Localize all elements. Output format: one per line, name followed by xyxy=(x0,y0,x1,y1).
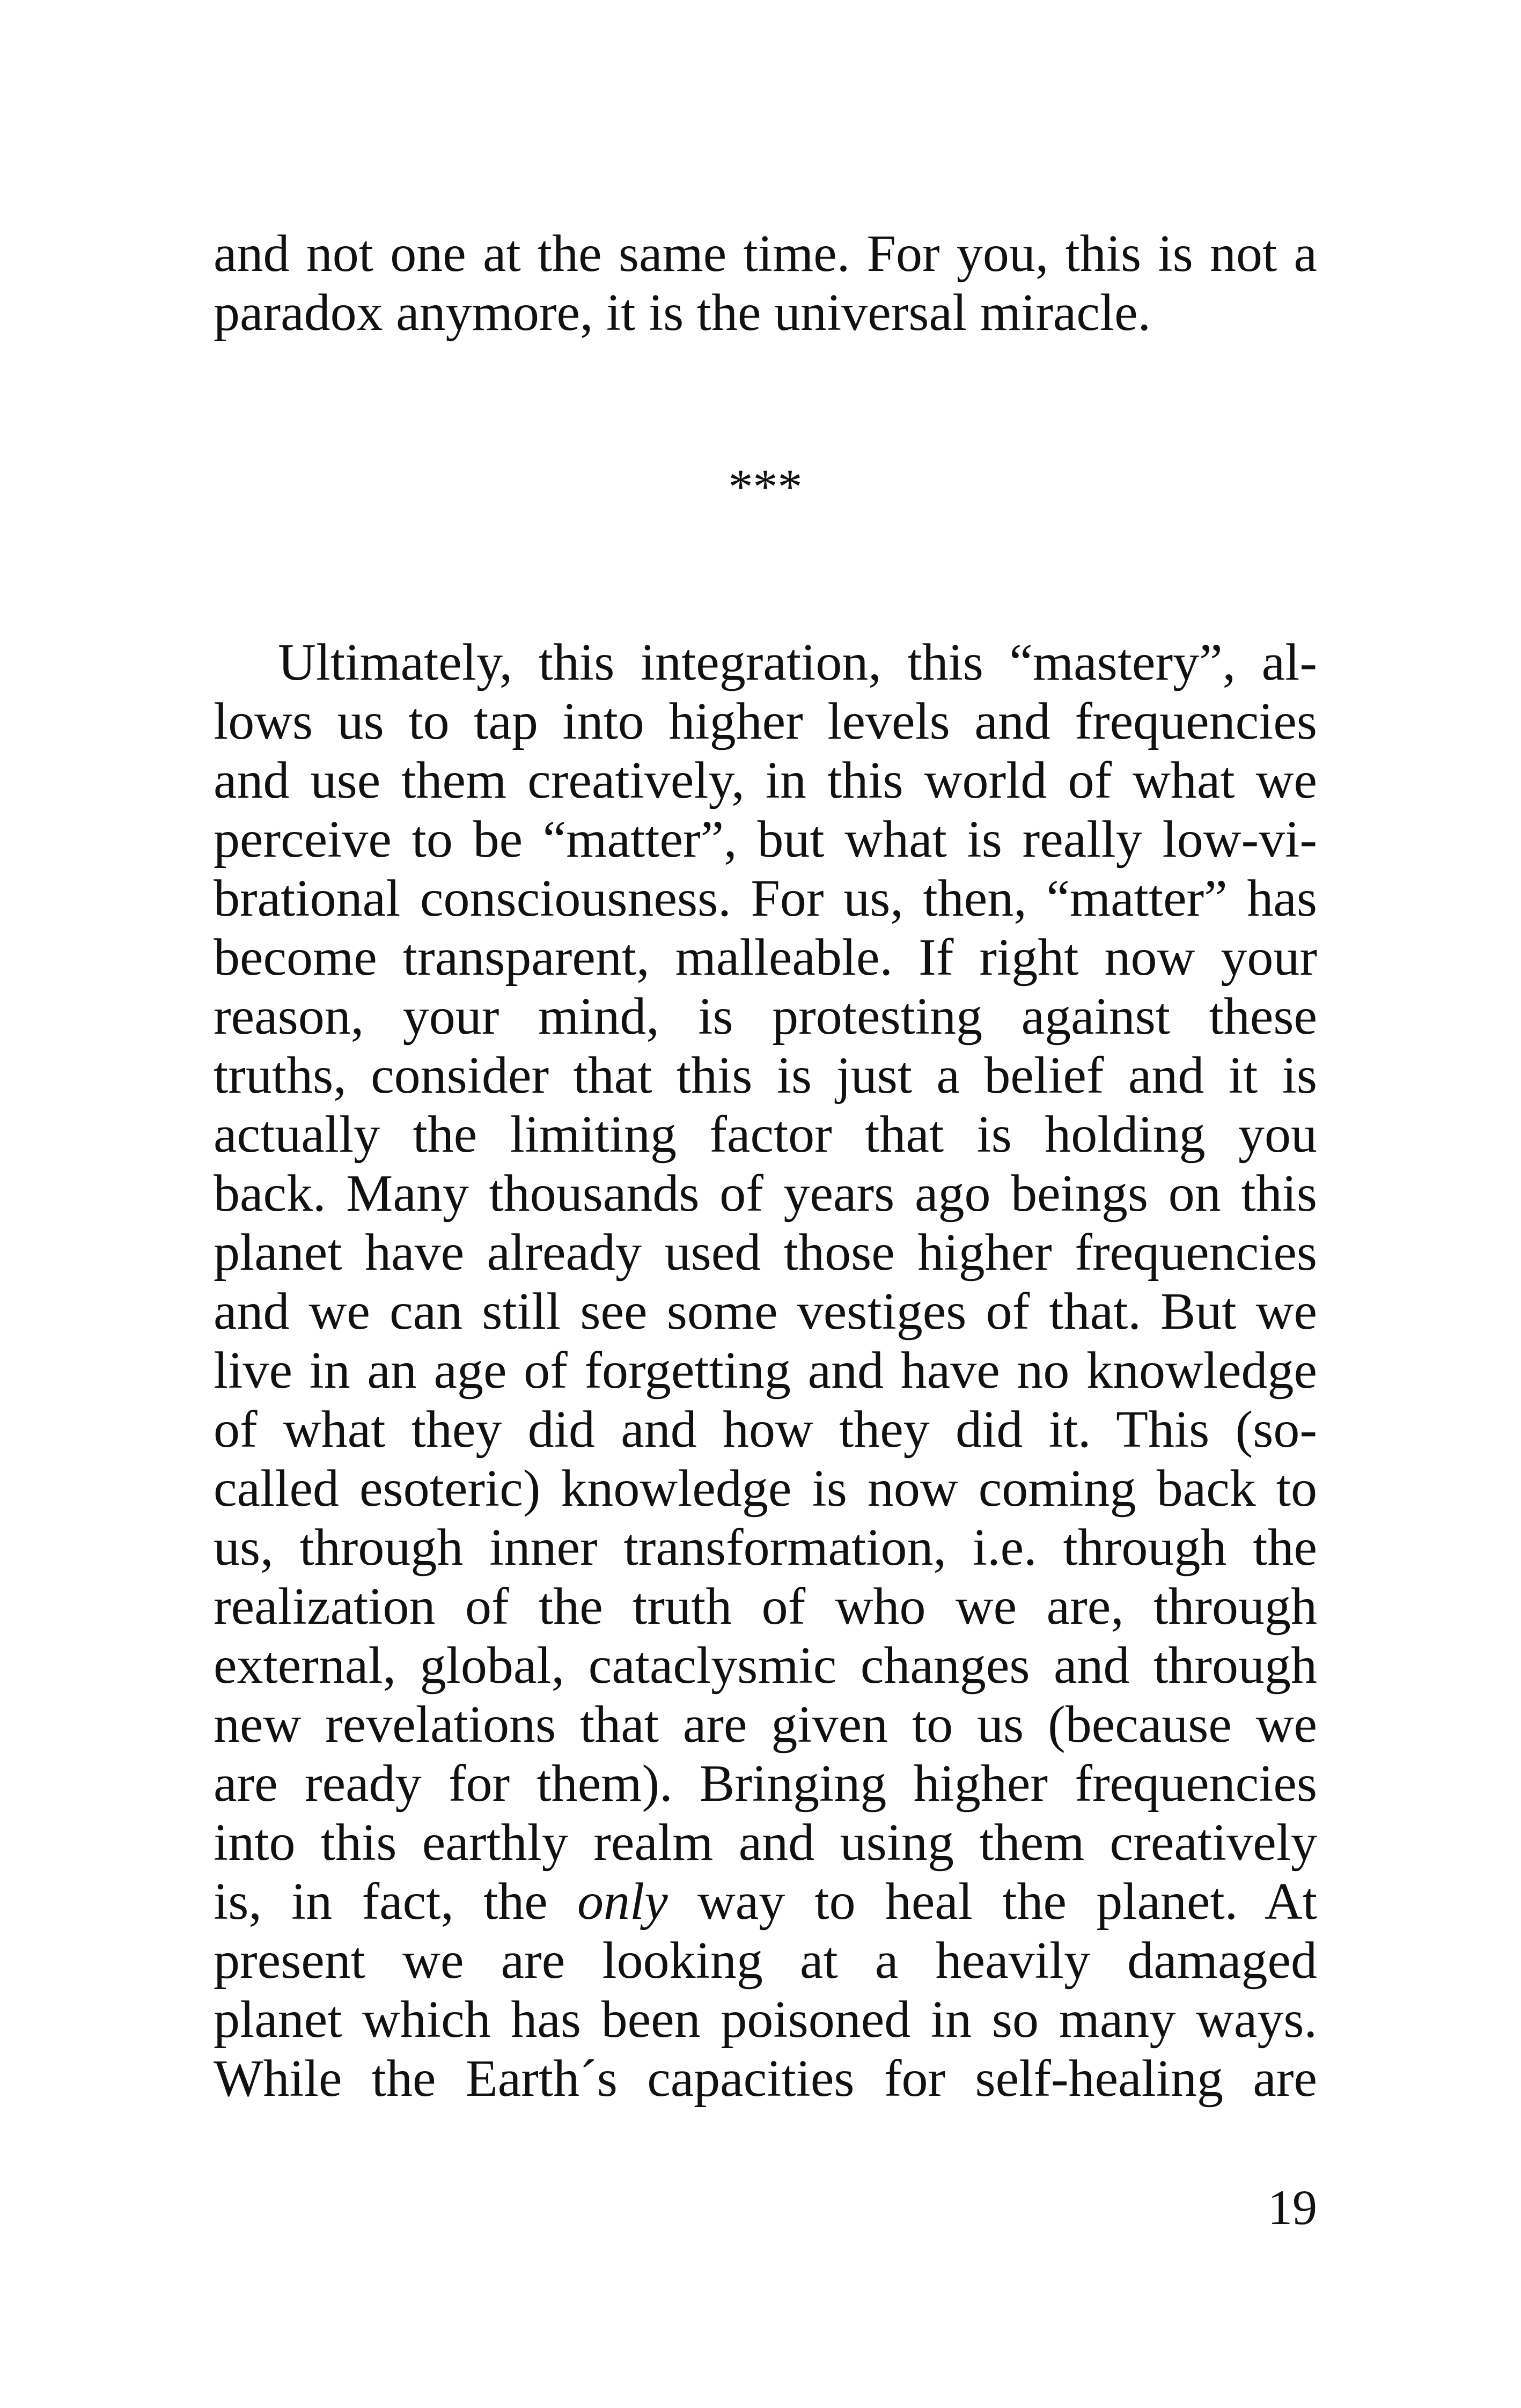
text-line: While the Earth´s capacities for self-healing are xyxy=(214,2050,1317,2108)
text-line: truths, consider that this is just a belief and it is xyxy=(214,1047,1317,1104)
text-line: and we can still see some vestiges of that. But we xyxy=(214,1283,1317,1341)
text-line: lows us to tap into higher levels and frequencies xyxy=(214,693,1317,750)
book-page xyxy=(214,0,1317,2408)
text-fragment: way to heal the planet. At xyxy=(667,1873,1317,1931)
text-line: back. Many thousands of years ago beings on this xyxy=(214,1165,1317,1223)
text-line: external, global, cataclysmic changes and through xyxy=(214,1637,1317,1695)
text-line: reason, your mind, is protesting against these xyxy=(214,988,1317,1045)
text-line: paradox anymore, it is the universal miracle. xyxy=(214,284,1151,342)
text-line: of what they did and how they did it. This (so- xyxy=(214,1401,1317,1459)
text-line: Ultimately, this integration, this “mastery”, al- xyxy=(278,634,1317,691)
text-line: are ready for them). Bringing higher frequencies xyxy=(214,1755,1317,1813)
text-line: live in an age of forgetting and have no knowledge xyxy=(214,1342,1317,1400)
section-separator: *** xyxy=(728,459,803,514)
text-line: planet which has been poisoned in so many ways. xyxy=(214,1991,1317,2049)
emphasized-word: only xyxy=(577,1873,668,1931)
text-line: and use them creatively, in this world of what we xyxy=(214,752,1317,809)
text-line: called esoteric) knowledge is now coming back to xyxy=(214,1460,1317,1518)
text-line: realization of the truth of who we are, through xyxy=(214,1578,1317,1636)
opening-text xyxy=(214,224,1317,342)
text-line: actually the limiting factor that is holding you xyxy=(214,1106,1317,1164)
text-line: become transparent, malleable. If right now your xyxy=(214,929,1317,986)
text-line: perceive to be “matter”, but what is really low-vi- xyxy=(214,811,1317,868)
text-line-emphasis xyxy=(214,1872,1317,1931)
body-paragraph xyxy=(214,633,1317,2108)
text-line: planet have already used those higher frequencies xyxy=(214,1224,1317,1282)
text-line: and not one at the same time. For you, this is not a xyxy=(214,225,1317,283)
page-number: 19 xyxy=(1268,2180,1317,2235)
text-line: us, through inner transformation, i.e. through the xyxy=(214,1519,1317,1577)
text-line: present we are looking at a heavily damaged xyxy=(214,1932,1317,1990)
text-line: new revelations that are given to us (because we xyxy=(214,1696,1317,1754)
text-line: into this earthly realm and using them creatively xyxy=(214,1814,1317,1872)
text-line: brational consciousness. For us, then, “matter” has xyxy=(214,870,1317,927)
text-fragment: is, in fact, the xyxy=(214,1873,578,1931)
